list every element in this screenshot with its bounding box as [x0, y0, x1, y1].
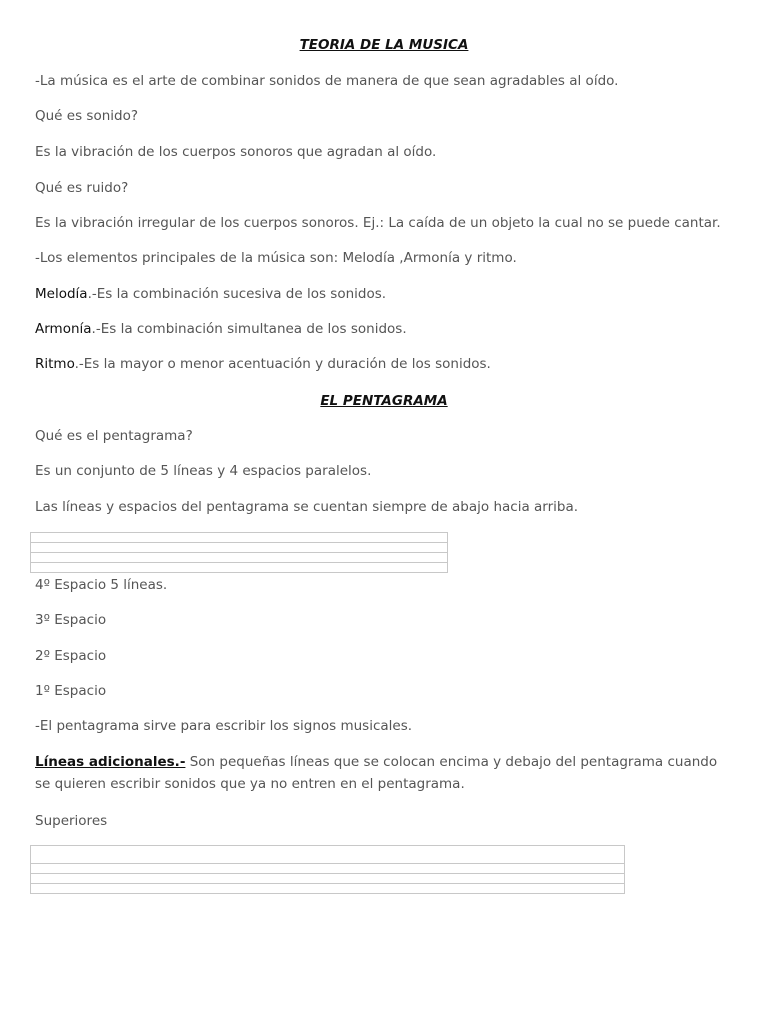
section-title-pentagrama: EL PENTAGRAMA	[320, 393, 448, 409]
staff-space	[31, 864, 624, 874]
question-pentagrama: Qué es el pentagrama?	[35, 428, 193, 444]
espacio-1: 1º Espacio	[35, 683, 107, 699]
question-ruido: Qué es ruido?	[35, 180, 129, 196]
espacio-2: 2º Espacio	[35, 648, 107, 664]
term-melodia: Melodía	[35, 286, 88, 302]
espacio-4: 4º Espacio 5 líneas.	[35, 577, 168, 593]
definition-ritmo	[35, 356, 491, 372]
paragraph-musica: -La música es el arte de combinar sonidos de manera de que sean agradables al oído.	[35, 73, 619, 89]
staff-space	[31, 533, 447, 543]
def-lineas-adicionales: Son pequeñas líneas que se colocan encima y debajo del pentagrama cuando se quieren escribir sonidos que ya no entren en el pentagrama.	[35, 754, 718, 792]
definition-armonia	[35, 321, 407, 337]
staff-space	[31, 543, 447, 553]
term-ritmo: Ritmo	[35, 356, 75, 372]
answer-ruido: Es la vibración irregular de los cuerpos sonoros. Ej.: La caída de un objeto la cual no se puede cantar.	[35, 215, 721, 231]
staff-space	[31, 846, 624, 864]
staff-diagram	[30, 532, 448, 573]
definition-melodia	[35, 286, 386, 302]
question-sonido: Qué es sonido?	[35, 108, 139, 124]
staff-space	[31, 553, 447, 563]
paragraph-sirve: -El pentagrama sirve para escribir los signos musicales.	[35, 718, 413, 734]
answer-pentagrama: Es un conjunto de 5 líneas y 4 espacios paralelos.	[35, 463, 372, 479]
def-ritmo: .-Es la mayor o menor acentuación y duración de los sonidos.	[74, 356, 491, 372]
paragraph-elementos: -Los elementos principales de la música son: Melodía ,Armonía y ritmo.	[35, 250, 517, 266]
paragraph-cuentan: Las líneas y espacios del pentagrama se cuentan siempre de abajo hacia arriba.	[35, 499, 579, 515]
staff-space	[31, 874, 624, 884]
label-superiores: Superiores	[35, 813, 108, 829]
espacio-3: 3º Espacio	[35, 612, 107, 628]
def-melodia: .-Es la combinación sucesiva de los sonidos.	[87, 286, 387, 302]
staff-space	[31, 563, 447, 573]
staff-superiores-diagram	[30, 845, 625, 894]
term-lineas-adicionales: Líneas adicionales.-	[35, 754, 186, 770]
def-armonia: .-Es la combinación simultanea de los sonidos.	[91, 321, 407, 337]
term-armonia: Armonía	[35, 321, 92, 337]
answer-sonido: Es la vibración de los cuerpos sonoros que agradan al oído.	[35, 144, 437, 160]
definition-lineas-adicionales	[35, 751, 735, 795]
staff-space	[31, 884, 624, 894]
document-title: TEORIA DE LA MUSICA	[299, 37, 469, 53]
